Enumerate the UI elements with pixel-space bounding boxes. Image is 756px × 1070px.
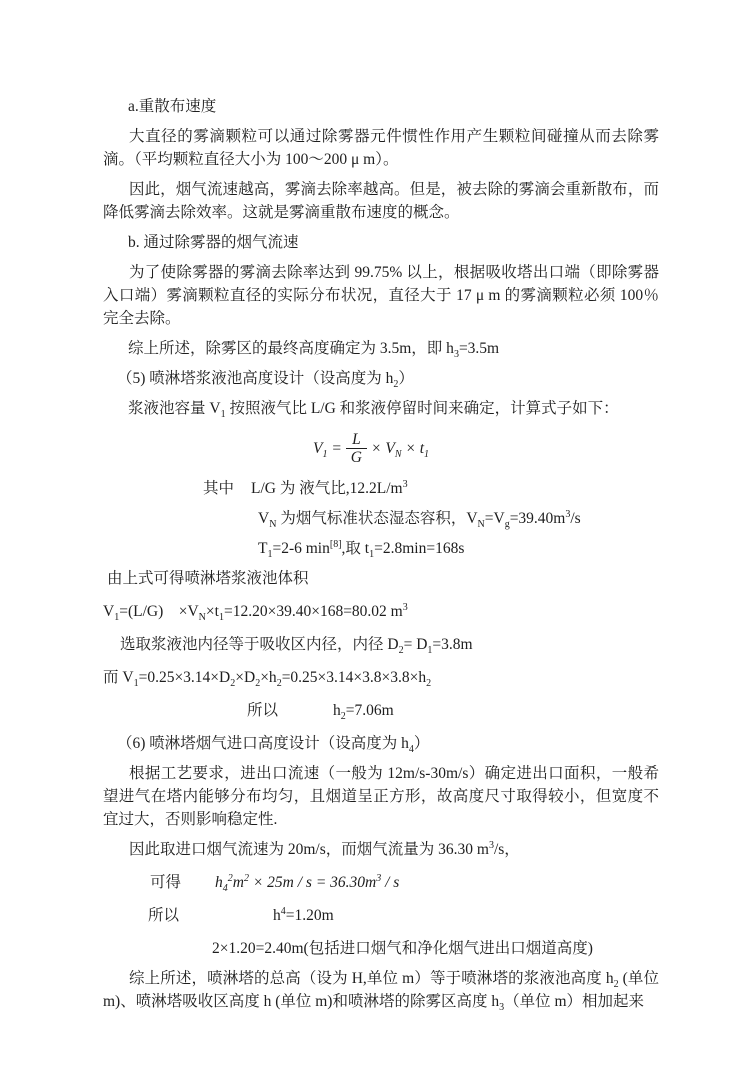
result-h4-row <box>103 904 659 927</box>
para-removal-rate-requirement: 为了使除雾器的雾滴去除率达到 99.75% 以上，根据吸收塔出口端（即除雾器入口端）雾滴颗粒直径的实际分布状况，直径大于 17 μ m 的雾滴颗粒必须 100％完全去除。 <box>103 264 659 327</box>
formula-lhs: $V_1$ = <box>312 440 342 461</box>
formula-slurry-volume <box>83 431 659 466</box>
equation-h2: 而 $V_1=0.25\times 3.14\times D_2\times D_2\times h_2=0.25\times 3.14\times 3.8\times 3.8\times h_2$ <box>103 669 432 690</box>
so-value-h4: $h^4=1.20m$ <box>273 905 334 924</box>
derive-label: 可得 <box>150 874 182 891</box>
fraction-l-over-g <box>346 431 367 466</box>
heading-gas-velocity-through-demister: b. 通过除雾器的烟气流速 <box>128 234 299 251</box>
derive-h4-row <box>103 871 659 894</box>
fraction-denominator: G <box>346 448 367 466</box>
so-value-h2: $h_2=7.06m$ <box>333 702 394 723</box>
para-slurry-volume-intro: 浆液池容量 $V_1$ 按照液气比 L/G 和浆液停留时间来确定，计算式子如下： <box>128 400 619 421</box>
para-large-droplet-removal: 大直径的雾滴颗粒可以通过除雾器元件惯性作用产生颗粒间碰撞从而去除雾滴。（平均颗粒直径大小为 100～200 μ m）。 <box>103 128 659 168</box>
equation-duct-total-height: 2×1.20=2.40m(包括进口烟气和净化烟气进出口烟道高度) <box>212 940 593 957</box>
result-h2-row <box>103 699 659 722</box>
para-redispersion-concept: 因此，烟气流速越高，雾滴去除率越高。但是，被去除的雾滴会重新散布，而降低雾滴去除效率。这就是雾滴重散布速度的概念。 <box>103 181 659 221</box>
equation-volume-result: $V_1=(L/G)$ $\times V_N\times t_1=12.20\times 39.40\times 168=80.02$ $m^3$ <box>103 601 408 624</box>
para-inlet-velocity-requirement: 根据工艺要求，进出口流速（一般为 12m/s-30m/s）确定进出口面积，一般希望进气在塔内能够分布均匀，且烟道呈正方形，故高度尺寸取得较小，但宽度不宜过大，否则影响稳定性. <box>103 765 659 828</box>
where-t1-definition: $T_1=2-6$ min[8],取 $t_1=2.8\min=168s$ <box>258 538 465 561</box>
fraction-numerator: L <box>352 431 361 448</box>
para-inlet-velocity-choice: 因此取进口烟气流速为 20m/s，而烟气流量为 36.30 $m^3/s$， <box>129 839 520 858</box>
line-diameter-selection: 选取浆液池内径等于吸收区内径，内径 $D_2= D_1=3.8m$ <box>120 636 473 657</box>
heading-section-6-gas-inlet: （6) 喷淋塔烟气进口高度设计（设高度为 $h_4$） <box>117 735 430 756</box>
line-demister-height-conclusion: 综上所述，除雾区的最终高度确定为 3.5m，即 $h_3=3.5m$ <box>128 340 500 361</box>
heading-section-5-slurry-pool: （5) 喷淋塔浆液池高度设计（设高度为 $h_2$） <box>117 370 414 391</box>
where-label: 其中 <box>203 480 235 497</box>
line-volume-lead: 由上式可得喷淋塔浆液池体积 <box>107 570 309 587</box>
formula-rhs: × $V_N \times t_1$ <box>371 440 430 461</box>
so-label-h4: 所以 <box>148 907 180 924</box>
where-lg-ratio: L/G 为 液气比$,12.2L/m^3$ <box>251 478 408 497</box>
para-total-height-summary: 综上所述，喷淋塔的总高（设为 H,单位 m）等于喷淋塔的浆液池高度 $h_2$ (单位 m)、喷淋塔吸收区高度 h (单位 m)和喷淋塔的除雾区高度 $h_3$（单位 m）相加起来 <box>103 970 659 1014</box>
so-label-h2: 所以 <box>247 702 279 719</box>
derive-formula-h4: $h_4^2m^2 \times 25m / s = 36.30m^3 / s$ <box>215 872 400 895</box>
where-row-1 <box>103 477 659 500</box>
heading-redispersion-velocity: a.重散布速度 <box>128 98 217 115</box>
where-vn-definition: $V_N$ 为烟气标准状态湿态容积，$V_N=V_g=39.40m^3/s$ <box>258 508 581 531</box>
